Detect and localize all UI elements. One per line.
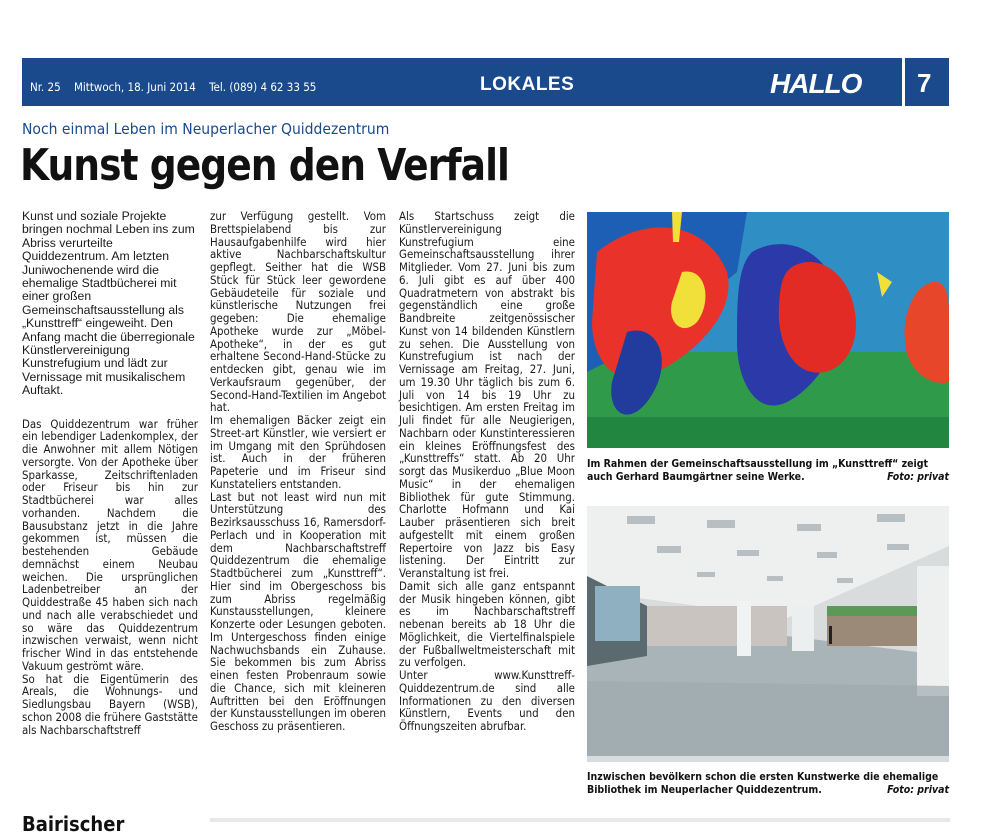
paragraph: So hat die Eigentümerin des Areals, die Wohnungs- und Siedlungsbau Bayern (WSB), schon 2008 die frühere Gaststätte als Nachbarschaftstreff [22, 671, 198, 737]
section-title: LOKALES [480, 74, 575, 95]
article-kicker: Noch einmal Leben im Neuperlacher Quiddezentrum [22, 120, 390, 138]
header-meta [30, 80, 326, 94]
library-photo [587, 506, 949, 762]
issue-number: Nr. 25 [30, 80, 61, 94]
text-column-1 [22, 210, 198, 736]
library-illustration [587, 506, 949, 762]
paragraph: Das Quiddezentrum war früher ein lebendiger Ladenkomplex, der die Anwohner mit allem Nötigen versorgte. Von der Apotheke über Sparkasse, Zeitschriftenladen oder Friseur bis hin zur Stadtbücherei war alles vorhanden. Nachdem die Bausubstanz jetzt in die Jahre gekommen ist, müssen die bestehenden Gebäude demnächst einem Neubau weichen. Die ursprünglichen Ladenbetreiber an der Quiddestraße 45 haben sich nach und nach alle verabschiedet und so wäre das Quiddezentrum inzwischen verwaist, wenn nicht frischer Wind in das entstehende Vakuum geströmt wäre. [22, 416, 198, 673]
caption-text: Im Rahmen der Gemeinschaftsausstellung im „Kunsttreff“ zeigt auch Gerhard Baumgärtner seine Werke. [587, 458, 929, 483]
photo-credit: Foto: privat [887, 784, 949, 796]
text-column-3 [399, 210, 575, 733]
header-divider [902, 58, 905, 106]
paragraph: Unter www.Kunsttreff-Quiddezentrum.de sind alle Informationen zu den diversen Künstlern, Events und den Öffnungszeiten abrufbar. [399, 668, 575, 733]
hallo-logo: HALLO [770, 68, 862, 99]
painting-photo [587, 212, 949, 448]
issue-date: Mittwoch, 18. Juni 2014 [73, 80, 196, 94]
text-column-2 [210, 210, 386, 733]
next-article-headline-fragment: Bairischer [22, 812, 125, 836]
page-number: 7 [917, 68, 932, 98]
bottom-divider [210, 818, 950, 822]
caption-text: Inzwischen bevölkern schon die ersten Kunstwerke die ehemalige Bibliothek im Neuperlacher Quiddezentrum. [587, 771, 939, 796]
paragraph: Als Startschuss zeigt die Künstlervereinigung Kunstrefugium eine Gemeinschaftsausstellung ihrer Mitglieder. Vom 27. Juni bis zum 6. Juli gibt es auf über 400 Quadratmetern von abstrakt bis gegenständlich eine große Bandbreite zeitgenössischer Kunst von 14 bildenden Künstlern zu sehen. Die Ausstellung von Kunstrefugium ist nach der Vernissage am Freitag, 27. Juni, um 19.30 Uhr täglich bis zum 6. Juli von 14 bis 19 Uhr zu besichtigen. Am ersten Freitag im Juli findet für alle Neugierigen, Nachbarn oder Kunstinteressieren ein kleines Eröffnungsfest des „Kunsttreffs“ statt. Ab 20 Uhr sorgt das Musikerduo „Blue Moon Music“ in der ehemaligen Bibliothek für gute Stimmung. Charlotte Hofmann und Kai Lauber präsentieren sich breit aufgestellt mit einem großen Repertoire von Jazz bis Easy listening. Der Eintritt zur Veranstaltung ist frei. [399, 209, 575, 580]
photo-caption [587, 458, 949, 484]
painting-illustration [587, 212, 949, 448]
paragraph: Damit sich alle ganz entspannt der Musik hingeben können, gibt es im Nachbarschaftstreff nebenan bereits ab 18 Uhr die Möglichkeit, die Viertelfinalspiele der Fußballweltmeisterschaft mit zu verfolgen. [399, 578, 575, 670]
article-headline: Kunst gegen den Verfall [20, 140, 509, 191]
article-lead: Kunst und soziale Projekte bringen nochmal Leben ins zum Abriss verurteilte Quiddezentrum. Am letzten Juniwochenende wird die ehemalige Stadtbücherei mit einer großen Gemeinschaftsausstellung als „Kunsttreff“ eingeweiht. Den Anfang macht die überregionale Künstlervereinigung Kunstrefugium und lädt zur Vernissage mit musikalischem Auftakt. [22, 209, 195, 398]
page-header-bar [22, 58, 949, 106]
paragraph: zur Verfügung gestellt. Vom Brettspielabend bis zur Hausaufgabenhilfe wird hier aktive Nachbarschaftskultur gepflegt. Seither hat die WSB Stück für Stück leer gewordene Gebäudeteile für soziale und künstlerische Nutzungen frei gegeben: Die ehemalige Apotheke wurde zur „Möbel-Apotheke“, in der es gut erhaltene Second-Hand-Stücke zu entdecken gibt, genau wie im Verkaufsraum gegenüber, der Second-Hand-Textilien im Angebot hat. [210, 209, 386, 415]
photo-credit: Foto: privat [887, 471, 949, 483]
paragraph: Im ehemaligen Bäcker zeigt ein Street-art Künstler, wie versiert er im Umgang mit den Sprühdosen ist. Auch in der früheren Papeterie und im Friseur sind Kunstateliers entstanden. [210, 413, 386, 491]
photo-caption [587, 771, 949, 797]
phone-number: Tel. (089) 4 62 33 55 [209, 80, 317, 94]
paragraph: Last but not least wird nun mit Unterstützung des Bezirksausschuss 16, Ramersdorf-Perlach und in Kooperation mit dem Nachbarschaftstreff Quiddezentrum die ehemalige Stadtbücherei zum „Kunsttreff“. Hier sind im Obergeschoss bis zum Abriss regelmäßig Kunstausstellungen, kleinere Konzerte oder Lesungen geboten. Im Untergeschoss finden einige Nachwuchsbands ein Zuhause. Sie bekommen bis zum Abriss einen festen Probenraum sowie die Chance, sich mit kleineren Auftritten bei den Eröffnungen der Kunstausstellungen im oberen Geschoss zu präsentieren. [210, 489, 386, 733]
